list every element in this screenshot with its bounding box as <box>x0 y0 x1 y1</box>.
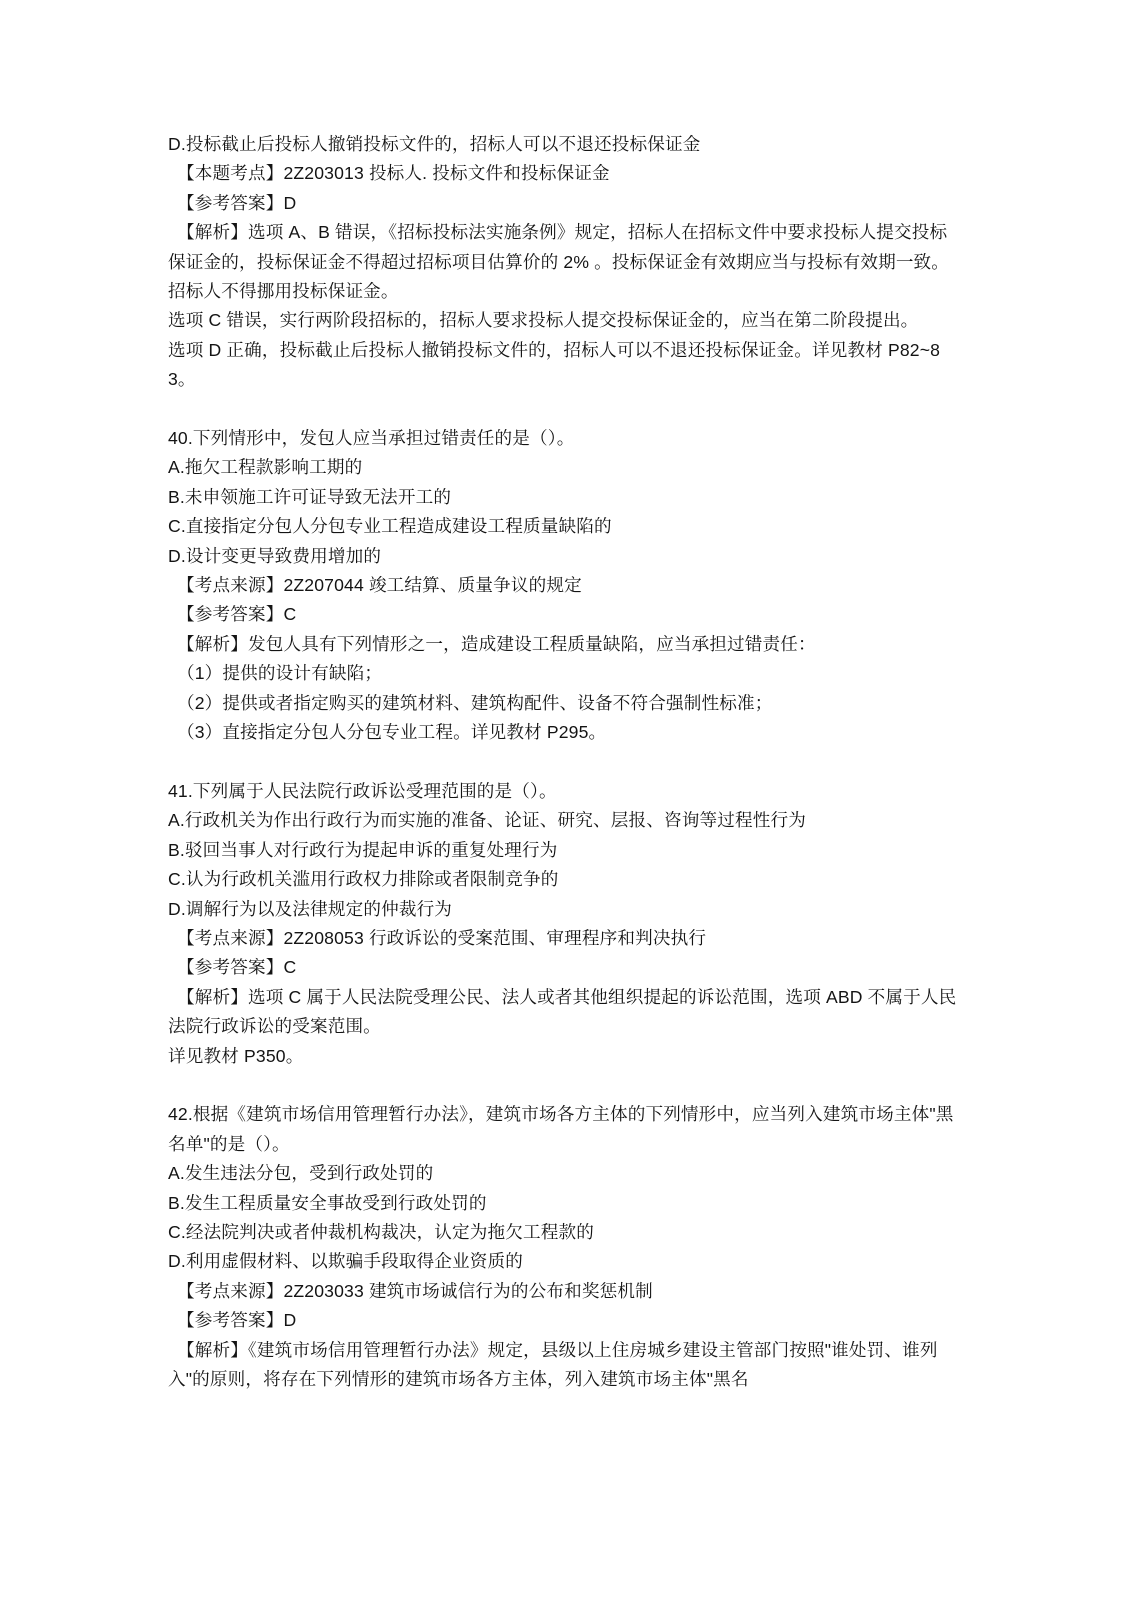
text-line: 【参考答案】D <box>177 1310 297 1331</box>
text-line: 【解析】《建筑市场信用管理暂行办法》规定，县级以上住房城乡建设主管部门按照"谁处罚、谁列入"的原则，将存在下列情形的建筑市场各方主体，列入建筑市场主体"黑名 <box>168 1339 938 1390</box>
text-line: 41.下列属于人民法院行政诉讼受理范围的是（）。 <box>168 780 557 801</box>
text-line: A.发生违法分包，受到行政处罚的 <box>168 1163 434 1184</box>
text-line: 详见教材 P350。 <box>168 1045 304 1066</box>
text-line: A.拖欠工程款影响工期的 <box>168 457 363 478</box>
question-block <box>168 424 963 747</box>
text-line: 【参考答案】C <box>177 604 297 625</box>
text-line: D.调解行为以及法律规定的仲裁行为 <box>168 898 453 919</box>
question-block <box>168 777 963 1071</box>
question-block <box>168 1100 963 1394</box>
text-line: A.行政机关为作出行政行为而实施的准备、论证、研究、层报、咨询等过程性行为 <box>168 810 806 831</box>
block-spacer <box>168 1071 963 1100</box>
text-line: 40.下列情形中，发包人应当承担过错责任的是（）。 <box>168 428 575 449</box>
text-line: （3）直接指定分包人分包专业工程。详见教材 P295。 <box>177 722 607 743</box>
text-line: C.直接指定分包人分包专业工程造成建设工程质量缺陷的 <box>168 516 612 537</box>
text-line: 【解析】选项 C 属于人民法院受理公民、法人或者其他组织提起的诉讼范围，选项 ABD 不属于人民法院行政诉讼的受案范围。 <box>168 986 957 1037</box>
text-line: D.利用虚假材料、以欺骗手段取得企业资质的 <box>168 1251 524 1272</box>
text-line: 【解析】选项 A、B 错误，《招标投标法实施条例》规定，招标人在招标文件中要求投标人提交投标保证金的，投标保证金不得超过招标项目估算价的 2% 。投标保证金有效期应当与投标有效期一致。招标人不得挪用投标保证金。 <box>168 222 950 302</box>
question-block <box>168 130 963 395</box>
block-spacer <box>168 395 963 424</box>
text-line: D.投标截止后投标人撤销投标文件的，招标人可以不退还投标保证金 <box>168 134 701 154</box>
text-line: D.设计变更导致费用增加的 <box>168 545 382 566</box>
text-line: 【本题考点】2Z203013 投标人. 投标文件和投标保证金 <box>177 163 610 184</box>
block-spacer <box>168 748 963 777</box>
text-line: 【考点来源】2Z207044 竣工结算、质量争议的规定 <box>177 575 582 596</box>
text-line: B.发生工程质量安全事故受到行政处罚的 <box>168 1192 487 1213</box>
text-line: C.经法院判决或者仲裁机构裁决，认定为拖欠工程款的 <box>168 1221 595 1242</box>
text-line: C.认为行政机关滥用行政权力排除或者限制竞争的 <box>168 869 559 890</box>
text-line: （2）提供或者指定购买的建筑材料、建筑构配件、设备不符合强制性标准； <box>177 692 773 713</box>
text-line: 选项 C 错误，实行两阶段招标的，招标人要求投标人提交投标保证金的，应当在第二阶段提出。 <box>168 310 919 331</box>
text-line: （1）提供的设计有缺陷； <box>177 663 383 684</box>
text-line: 选项 D 正确，投标截止后投标人撤销投标文件的，招标人可以不退还投标保证金。详见教材 P82~83。 <box>168 339 941 390</box>
text-line: B.未申领施工许可证导致无法开工的 <box>168 486 452 507</box>
text-line: 【考点来源】2Z203033 建筑市场诚信行为的公布和奖惩机制 <box>177 1280 653 1301</box>
text-line: 42.根据《建筑市场信用管理暂行办法》，建筑市场各方主体的下列情形中，应当列入建筑市场主体"黑名单"的是（）。 <box>168 1104 954 1154</box>
text-line: 【解析】发包人具有下列情形之一，造成建设工程质量缺陷，应当承担过错责任： <box>177 633 816 654</box>
document-body <box>168 130 963 1394</box>
text-line: 【参考答案】D <box>177 192 297 213</box>
text-line: 【参考答案】C <box>177 957 297 978</box>
text-line: B.驳回当事人对行政行为提起申诉的重复处理行为 <box>168 839 558 860</box>
text-line: 【考点来源】2Z208053 行政诉讼的受案范围、审理程序和判决执行 <box>177 927 707 948</box>
